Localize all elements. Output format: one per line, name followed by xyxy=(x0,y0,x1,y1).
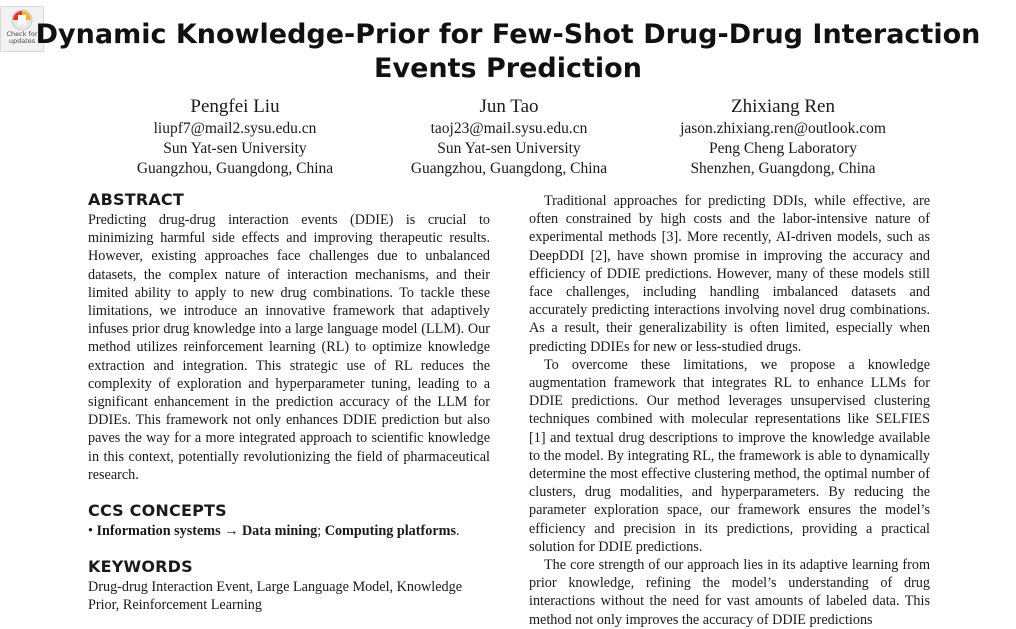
author-email: taoj23@mail.sysu.edu.cn xyxy=(430,120,588,137)
ccs-arrow: → xyxy=(224,523,239,540)
author-name: Jun Tao xyxy=(479,96,539,117)
author-location: Shenzhen, Guangdong, China xyxy=(690,160,876,177)
ccs-concepts xyxy=(88,522,490,540)
author-affiliation: Peng Cheng Laboratory xyxy=(708,140,858,157)
ccs-sub1: Data mining xyxy=(241,523,318,540)
author-2 xyxy=(359,95,659,179)
author-affiliation: Sun Yat-sen University xyxy=(163,140,307,157)
right-column xyxy=(529,192,930,629)
keywords-text: Drug-drug Interaction Event, Large Language Model, Knowledge Prior, Reinforcement Learning xyxy=(88,579,463,614)
badge-label-2: updates xyxy=(8,37,36,45)
keywords-heading: KEYWORDS xyxy=(88,557,193,577)
abstract-text: Predicting drug-drug interaction events (DDIE) is crucial to minimizing harmful side effects and improving therapeutic results. However, existing approaches face challenges due to unbalanced datasets, the complex nature of interaction mechanisms, and their limited ability to apply to new drug combinations. To tackle these limitations, we introduce an innovative framework that adaptively infuses prior drug knowledge into a large language model (LLM). Our method utilizes reinforcement learning (RL) to optimize knowledge extraction and integration. This strategic use of RL reduces the complexity of exploration and hyperparameter tuning, leading to a significant enhancement in the prediction accuracy of the LLM for DDIEs. This framework not only enhances DDIE prediction but also paves the way for a more integrated approach to scientific knowledge in this context, potentially revolutionizing the field of pharmaceutical research. xyxy=(88,212,490,483)
author-1 xyxy=(85,95,385,179)
left-column xyxy=(88,189,490,615)
author-location: Guangzhou, Guangdong, China xyxy=(410,160,608,177)
ccs-sub2: Computing platforms xyxy=(324,523,456,540)
intro-paragraph-1: Traditional approaches for predicting DDIs, while effective, are often constrained by high costs and the labor-intensive nature of experimental methods [3]. More recently, AI-driven models, such as DeepDDI [2], have shown promise in improving the accuracy and efficiency of DDIE predictions. However, many of these models still face challenges, including handling imbalanced datasets and accurately predicting interactions involving novel drug combinations. As a result, their generalizability is often limited, especially when predicting DDIEs for new or less-studied drugs. xyxy=(529,193,930,355)
author-3 xyxy=(633,95,933,179)
author-name: Zhixiang Ren xyxy=(731,96,835,117)
ccs-end: . xyxy=(455,523,460,540)
abstract-heading: ABSTRACT xyxy=(88,190,184,209)
paper-title: Dynamic Knowledge-Prior for Few-Shot Drug-Drug Interaction Events Prediction xyxy=(35,19,981,84)
intro-paragraph-2: To overcome these limitations, we propose a knowledge augmentation framework that integrates RL to enhance LLMs for DDIE predictions. Our method leverages unsupervised clustering techniques combined with molecular representations like SELFIES [1] and textual drug descriptions to improve the knowledge available to the model. By integrating RL, the framework is able to dynamically determine the most effective clustering method, the optimal number of clusters, drug modalities, and hyperparameters. By reducing the parameter exploration space, our framework ensures the model’s efficiency and precision in its predictions, providing a practical solution for DDIE predictions. xyxy=(529,356,930,555)
author-location: Guangzhou, Guangdong, China xyxy=(136,160,334,177)
author-affiliation: Sun Yat-sen University xyxy=(437,140,581,157)
intro-paragraph-3: The core strength of our approach lies in its adaptive learning from prior knowledge, refining the model’s understanding of drug interactions without the need for vast amounts of labeled data. This method not only improves the accuracy of DDIE predictions xyxy=(529,557,930,628)
ccs-bullet: • xyxy=(88,523,93,540)
author-email: liupf7@mail2.sysu.edu.cn xyxy=(153,120,317,137)
ccs-heading: CCS CONCEPTS xyxy=(88,501,227,521)
badge-label-1: Check for xyxy=(6,30,38,38)
author-email: jason.zhixiang.ren@outlook.com xyxy=(680,120,886,137)
ccs-concept: Information systems xyxy=(96,523,221,540)
author-name: Pengfei Liu xyxy=(190,96,280,117)
ccs-separator: ; xyxy=(317,523,322,540)
